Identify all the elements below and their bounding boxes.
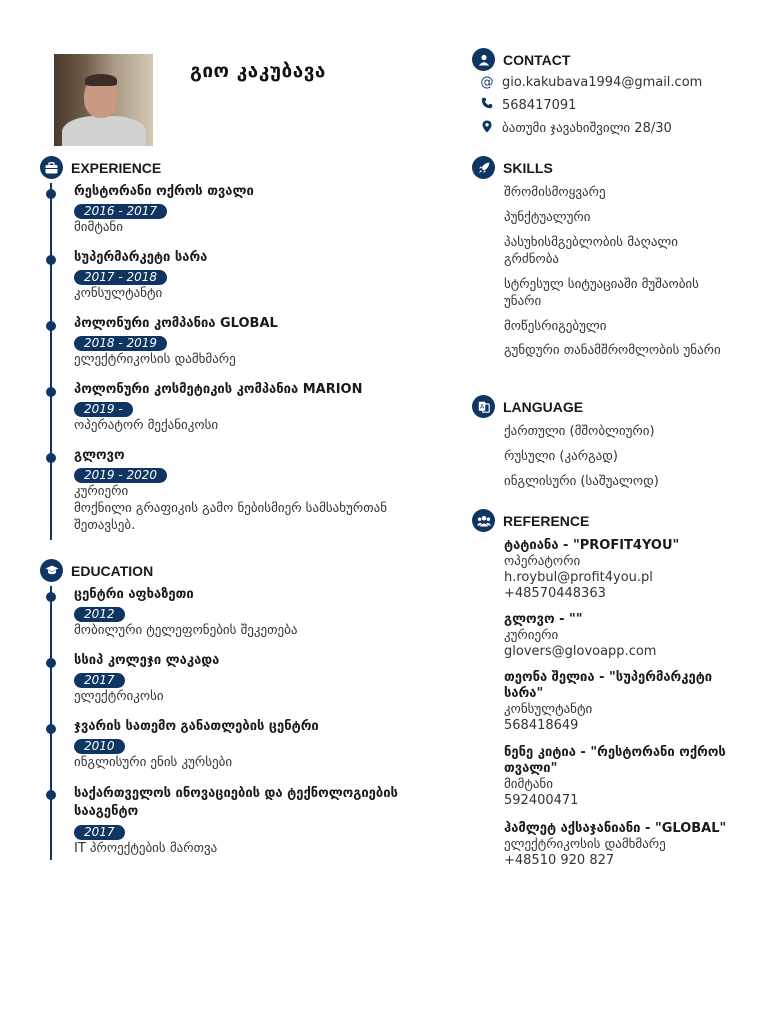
user-icon <box>472 48 495 71</box>
graduation-cap-icon <box>40 559 63 582</box>
contact-phone-row <box>478 97 576 113</box>
skills-header <box>472 156 553 179</box>
phone-icon <box>478 97 496 113</box>
reference-header <box>472 509 589 532</box>
education-title-text: საქართველოს ინოვაციების და ტექნოლოგიების სააგენტო <box>74 786 398 819</box>
language-title: LANGUAGE <box>503 398 584 415</box>
date-badge: 2018 - 2019 <box>74 336 167 351</box>
reference-entry <box>504 670 734 734</box>
at-sign-icon: @ <box>480 75 494 90</box>
skill-item: პასუხისმგებლობის მაღალი გრძნობა <box>504 235 678 267</box>
experience-entry <box>50 250 450 302</box>
timeline-dot <box>46 790 56 800</box>
reference-phone[interactable]: 592400471 <box>504 793 579 808</box>
language-header <box>472 395 583 418</box>
reference-title: REFERENCE <box>503 512 590 529</box>
education-header <box>40 559 153 582</box>
language-item: ქართული (მშობლიური) <box>504 424 655 439</box>
education-entry <box>50 785 450 857</box>
date-badge: 2017 <box>74 673 125 688</box>
skill-item: გუნდური თანამშრომლობის უნარი <box>504 343 721 358</box>
timeline-dot <box>46 387 56 397</box>
education-program: ელექტრიკოსი <box>74 689 164 704</box>
education-title: EDUCATION <box>71 562 154 579</box>
reference-entry <box>504 612 734 660</box>
education-program: IT პროექტების მართვა <box>74 841 218 856</box>
reference-role: ელექტრიკოსის დამხმარე <box>504 837 666 852</box>
timeline-dot <box>46 189 56 199</box>
experience-title: EXPERIENCE <box>71 159 162 176</box>
language-item: ინგლისური (საშუალოდ) <box>504 474 659 489</box>
date-badge: 2017 <box>74 825 125 840</box>
reference-phone[interactable]: +48510 920 827 <box>504 853 615 868</box>
education-title-text: ცენტრი აფხაზეთი <box>74 587 194 602</box>
skill-item: პუნქტუალური <box>504 210 591 225</box>
contact-phone[interactable]: 568417091 <box>502 97 577 113</box>
translate-icon <box>472 395 495 418</box>
reference-phone[interactable]: +48570448363 <box>504 586 606 601</box>
date-badge: 2019 - <box>74 402 133 417</box>
education-title-text: ჯვარის სათემო განათლების ცენტრი <box>74 719 319 734</box>
reference-name: ჰამლეტ აქსაჯანიანი - "GLOBAL" <box>504 821 727 836</box>
language-item: რუსული (კარგად) <box>504 449 618 464</box>
reference-email[interactable]: glovers@glovoapp.com <box>504 644 657 659</box>
reference-entry <box>504 821 734 869</box>
reference-entry <box>504 745 734 809</box>
location-pin-icon <box>478 120 496 137</box>
timeline-dot <box>46 255 56 265</box>
contact-address: ბათუმი ჯავახიშვილი 28/30 <box>502 121 672 136</box>
experience-title-text: სუპერმარკეტი სარა <box>74 250 208 265</box>
skill-item: შრომისმოყვარე <box>504 185 606 200</box>
reference-name: თეონა შელია - "სუპერმარკეტი სარა" <box>504 670 713 701</box>
education-title-text: სსიპ კოლეჯი ლაკადა <box>74 653 220 668</box>
experience-note: მოქნილი გრაფიკის გამო ნებისმიერ სამსახურთან შეთავსებ. <box>74 501 387 533</box>
experience-role: კურიერი <box>74 484 129 499</box>
experience-title-text: პოლონური კოსმეტიკის კომპანია MARION <box>74 382 363 397</box>
date-badge: 2012 <box>74 607 125 622</box>
timeline-dot <box>46 321 56 331</box>
reference-entry <box>504 538 734 602</box>
reference-name: ტატიანა - "PROFIT4YOU" <box>504 538 680 553</box>
date-badge: 2017 - 2018 <box>74 270 167 285</box>
experience-title-text: რესტორანი ოქროს თვალი <box>74 184 254 199</box>
timeline-dot <box>46 592 56 602</box>
education-entry <box>50 719 450 771</box>
skills-title: SKILLS <box>503 159 553 176</box>
date-badge: 2016 - 2017 <box>74 204 167 219</box>
experience-title-text: გლოვო <box>74 448 125 463</box>
reference-email[interactable]: h.roybul@profit4you.pl <box>504 570 653 585</box>
reference-role: ოპერატორი <box>504 554 581 569</box>
reference-role: კურიერი <box>504 628 559 643</box>
experience-title-text: პოლონური კომპანია GLOBAL <box>74 316 278 331</box>
timeline-dot <box>46 453 56 463</box>
experience-entry <box>50 184 450 236</box>
profile-photo <box>54 54 153 146</box>
education-entry <box>50 653 450 705</box>
timeline-dot <box>46 658 56 668</box>
candidate-name: გიო კაკუბავა <box>190 60 326 82</box>
date-badge: 2010 <box>74 739 125 754</box>
reference-name: ნენე კიტია - "რესტორანი ოქროს თვალი" <box>504 745 726 776</box>
reference-role: კონსულტანტი <box>504 702 593 717</box>
experience-role: კონსულტანტი <box>74 286 163 301</box>
users-icon <box>472 509 495 532</box>
education-entry <box>50 587 450 639</box>
contact-title: CONTACT <box>503 51 571 68</box>
education-program: ინგლისური ენის კურსები <box>74 755 233 770</box>
experience-role: ოპერატორ მექანიკოსი <box>74 418 219 433</box>
experience-header <box>40 156 161 179</box>
date-badge: 2019 - 2020 <box>74 468 167 483</box>
reference-role: მიმტანი <box>504 777 553 792</box>
rocket-icon <box>472 156 495 179</box>
experience-role: მიმტანი <box>74 220 123 235</box>
contact-email-row <box>478 75 702 90</box>
experience-entry <box>50 382 450 434</box>
briefcase-icon <box>40 156 63 179</box>
contact-header <box>472 48 570 71</box>
reference-name: გლოვო - "" <box>504 612 583 627</box>
skill-item: სტრესულ სიტუაციაში მუშაობის უნარი <box>504 277 699 309</box>
experience-entry <box>50 448 450 534</box>
timeline-dot <box>46 724 56 734</box>
education-program: მობილური ტელეფონების შეკეთება <box>74 623 298 638</box>
contact-email[interactable]: gio.kakubava1994@gmail.com <box>502 75 703 90</box>
reference-phone[interactable]: 568418649 <box>504 718 579 733</box>
contact-address-row <box>478 120 672 137</box>
experience-entry <box>50 316 450 368</box>
svg-text:A: A <box>479 403 484 410</box>
experience-role: ელექტრიკოსის დამხმარე <box>74 352 236 367</box>
skill-item: მოწესრიგებული <box>504 319 607 334</box>
